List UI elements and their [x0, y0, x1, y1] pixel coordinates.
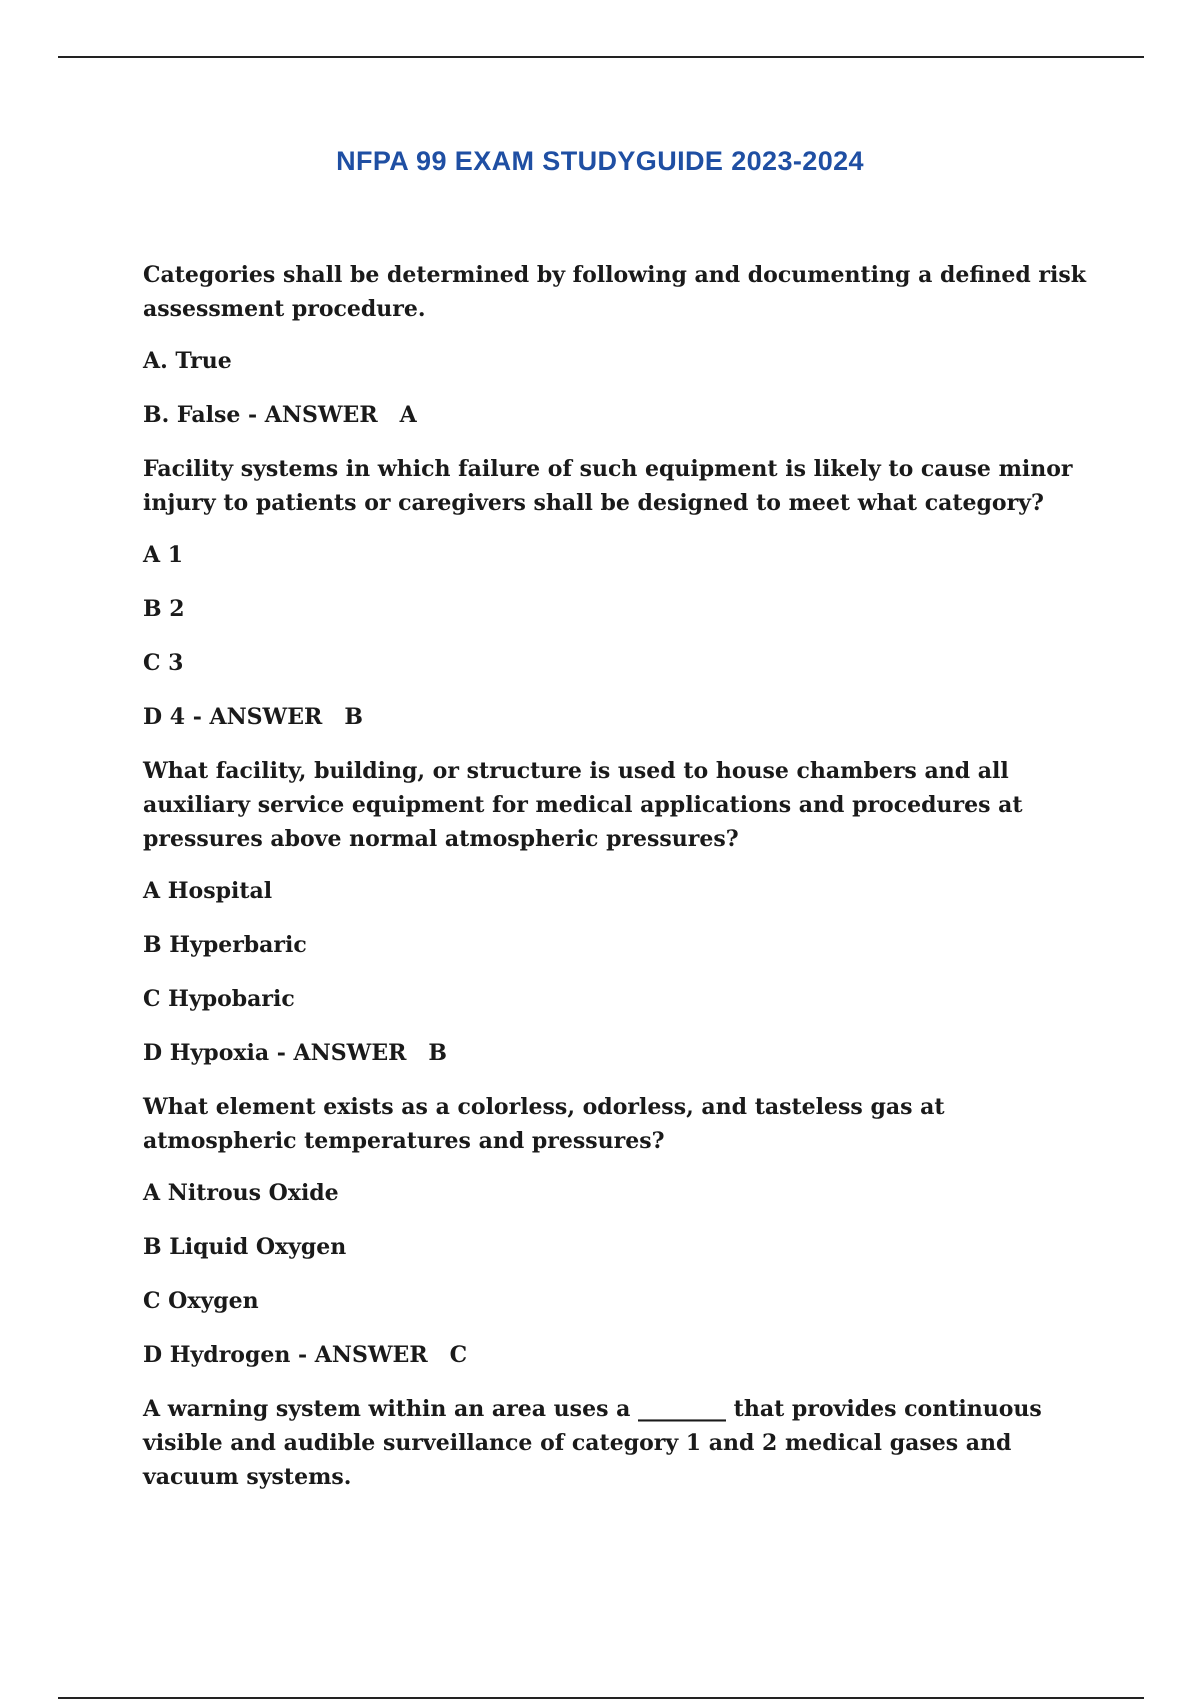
question-block-4 [143, 1090, 1088, 1372]
answer-option: A Nitrous Oxide [143, 1180, 339, 1206]
document-body [143, 258, 1088, 1512]
answer-option: A Hospital [143, 878, 273, 904]
answer-option: A. True [143, 348, 232, 374]
answer-line [143, 1338, 1088, 1372]
answer-key: C [449, 1342, 468, 1368]
answer-option: C Oxygen [143, 1288, 259, 1314]
answer-line [143, 398, 1088, 432]
question-text: A warning system within an area uses a ________ that provides continuous visible and audible surveillance of category 1 and 2 medical gases and vacuum systems. [143, 1396, 1042, 1490]
question-text: Facility systems in which failure of such equipment is likely to cause minor injury to patients or caregivers shall be designed to meet what category? [143, 456, 1073, 516]
answer-option: C 3 [143, 650, 184, 676]
question-text: What element exists as a colorless, odorless, and tasteless gas at atmospheric temperatures and pressures? [143, 1094, 945, 1154]
answer-key: A [399, 402, 417, 428]
question-text: Categories shall be determined by following and documenting a defined risk assessment procedure. [143, 262, 1086, 322]
top-divider [58, 56, 1144, 58]
answer-option: A 1 [143, 542, 184, 568]
question-block-1 [143, 258, 1088, 432]
question-block-2 [143, 452, 1088, 734]
question-text: What facility, building, or structure is used to house chambers and all auxiliary service equipment for medical applications and procedures at pressures above normal atmospheric pressures? [143, 758, 1023, 852]
answer-key: B [344, 704, 363, 730]
answer-line [143, 1036, 1088, 1070]
answer-option: B 2 [143, 596, 185, 622]
answer-option: B Liquid Oxygen [143, 1234, 347, 1260]
document-title: NFPA 99 EXAM STUDYGUIDE 2023-2024 [336, 146, 864, 176]
answer-line [143, 700, 1088, 734]
answer-key: B [428, 1040, 447, 1066]
question-block-3 [143, 754, 1088, 1070]
bottom-divider [58, 1697, 1144, 1699]
answer-option: D Hydrogen - ANSWER [143, 1342, 428, 1368]
answer-option: B Hyperbaric [143, 932, 307, 958]
answer-option: D Hypoxia - ANSWER [143, 1040, 407, 1066]
question-block-5 [143, 1392, 1088, 1494]
answer-option: B. False - ANSWER [143, 402, 378, 428]
answer-option: C Hypobaric [143, 986, 295, 1012]
answer-option: D 4 - ANSWER [143, 704, 323, 730]
